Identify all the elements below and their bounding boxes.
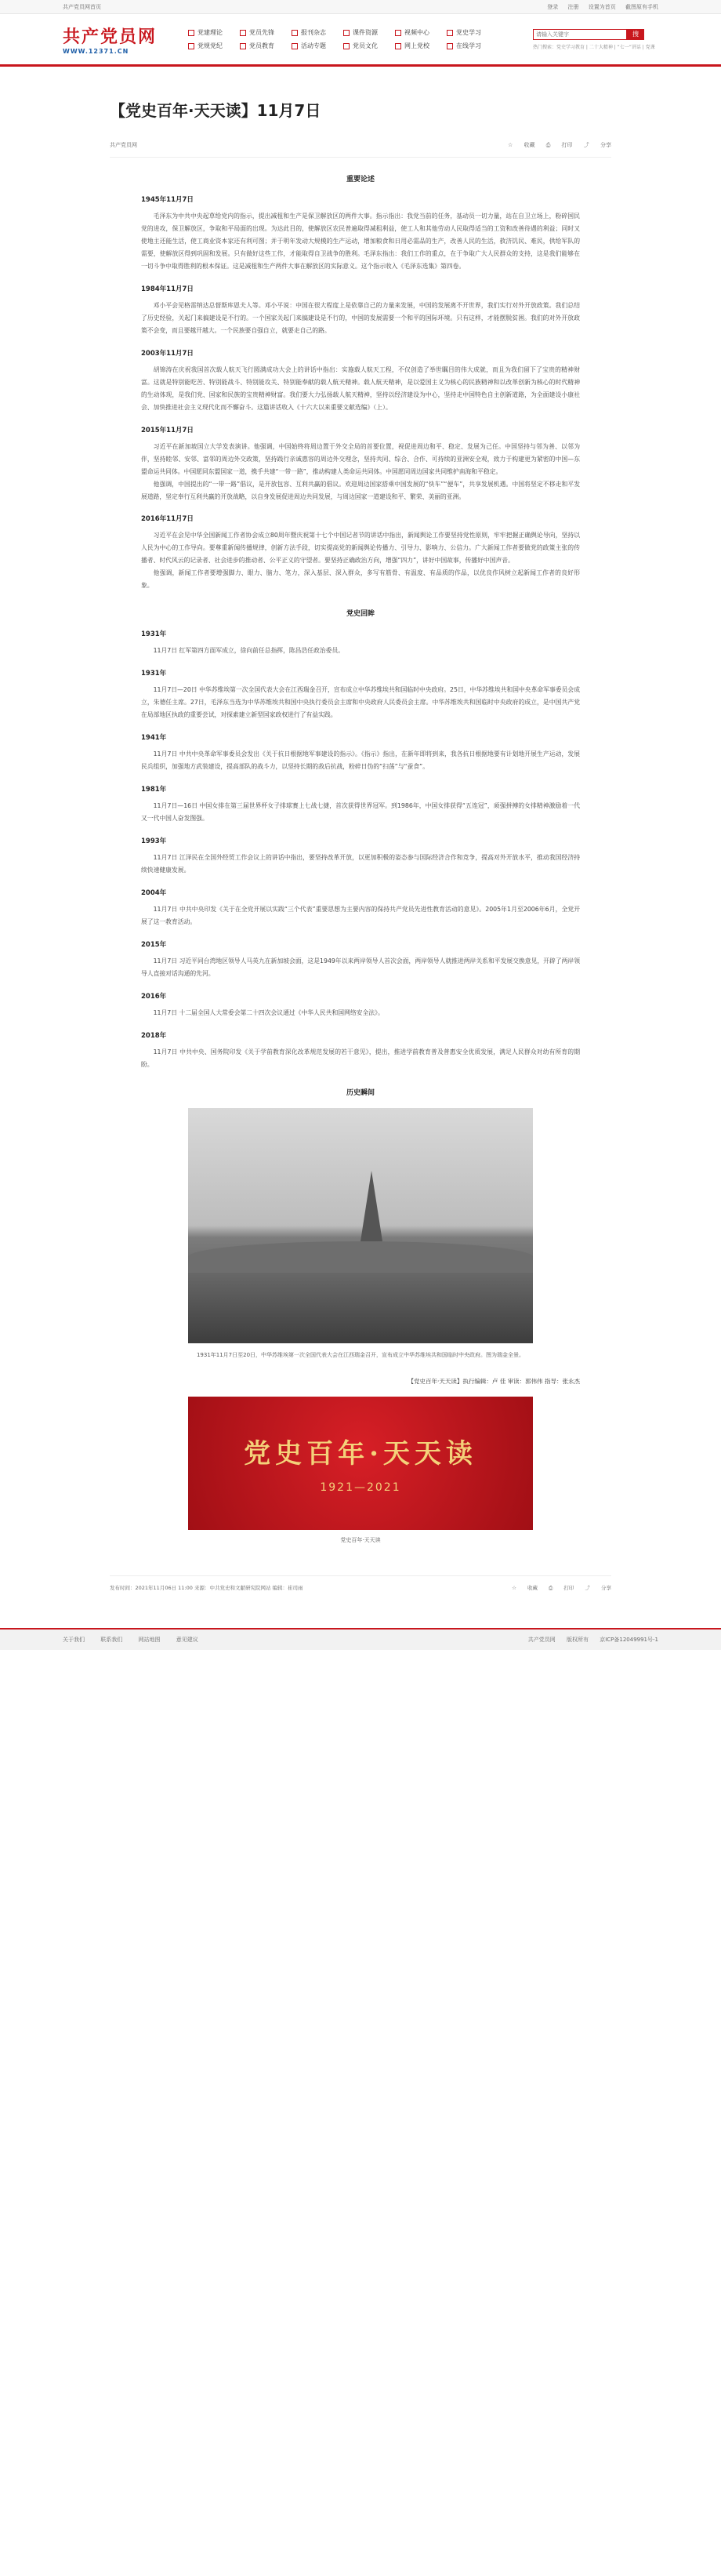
history-photo — [188, 1108, 533, 1343]
nav-item[interactable]: 党建理论 — [188, 28, 240, 37]
top-bar — [0, 0, 721, 14]
article-container — [63, 67, 658, 1592]
entry-date: 2015年11月7日 — [141, 426, 194, 434]
entry-paragraph: 他强调，新闻工作者要增强脚力、眼力、脑力、笔力，深入基层、深入群众，多写有筋骨、有温度、有品质的作品，以优良作风树立起新闻工作者的良好形象。 — [141, 569, 580, 590]
entry-date: 2015年 — [141, 940, 167, 949]
footer-link[interactable]: 意见建议 — [176, 1636, 198, 1643]
nav-item[interactable]: 网上党校 — [395, 42, 447, 50]
site-logo[interactable]: 共产党员网 WWW.12371.CN — [63, 27, 158, 55]
print-button[interactable]: ⎙ 打印 — [545, 142, 573, 148]
photo-caption: 1931年11月7日至20日，中华苏维埃第一次全国代表大会在江西瑞金召开，宣布成立中华苏维埃共和国临时中央政府。图为瑞金全景。 — [196, 1351, 525, 1358]
banner-caption: 党史百年·天天读 — [340, 1536, 381, 1543]
header — [63, 14, 658, 64]
search-area — [533, 29, 658, 50]
set-homepage-link[interactable]: 设置为首页 — [588, 4, 616, 10]
nav-icon — [188, 43, 194, 49]
nav-icon — [292, 43, 298, 49]
nav-icon — [188, 30, 194, 36]
share-button[interactable]: ⤴ 分享 — [583, 142, 611, 148]
entry-date: 1981年 — [141, 786, 167, 794]
entry-paragraph: 11月7日—16日 中国女排在第三届世界杯女子排球赛上七战七捷，首次获得世界冠军。到1986年，中国女排获得“五连冠”，顽强拼搏的女排精神激励着一代又一代中国人奋发图强。 — [141, 802, 580, 823]
nav-item[interactable]: 党员先锋 — [240, 28, 292, 37]
hills-shape — [188, 1241, 533, 1273]
search-input[interactable] — [533, 29, 627, 40]
nav-item[interactable]: 党员文化 — [343, 42, 395, 50]
entry-date: 1931年 — [141, 670, 167, 678]
entry-paragraph: 胡锦涛在庆祝我国首次载人航天飞行圆满成功大会上的讲话中指出：实施载人航天工程，不仅创造了举世瞩目的伟大成就，而且为我们留下了宝贵的精神财富。这就是特别能吃苦、特别能战斗、特别能攻关、特别能奉献的载人航天精神。载人航天精神，是以爱国主义为核心的民族精神和以改革创新为核心的时代精神的生动体现，是我们党、国家和民族的宝贵精神财富。我们要大力弘扬载人航天精神，坚持以经济建设为中心，坚持走中国特色自主创新道路，为全面建设小康社会、加快推进社会主义现代化而不懈奋斗。这篇讲话收入《十六大以来重要文献选编》（上）。 — [141, 365, 580, 411]
entry-date: 2016年 — [141, 992, 167, 1001]
entry-paragraph: 习近平在会见中华全国新闻工作者协会成立80周年暨庆祝第十七个中国记者节的讲话中指出，新闻舆论工作要坚持党性原则，牢牢把握正确舆论导向，坚持以人民为中心的工作导向。要尊重新闻传播规律，创新方法手段，切实提高党的新闻舆论传播力、引导力、影响力、公信力。广大新闻工作者要做党的政策主张的传播者、时代风云的记录者、社会进步的推动者、公平正义的守望者。要坚持正确政治方向，增强“四力”，讲好中国故事，传播好中国声音。 — [141, 532, 580, 565]
main-nav — [188, 28, 498, 50]
entry-paragraph: 11月7日 中共中央、国务院印发《关于学前教育深化改革规范发展的若干意见》，提出，推进学前教育普及普惠安全优质发展，满足人民群众对幼有所育的期盼。 — [141, 1048, 580, 1068]
article-body — [141, 173, 580, 1544]
publish-info: 发布时间：2021年11月06日 11:00 来源：中共党史和文献研究院网站 编辑：崔司雨 — [110, 1584, 303, 1591]
nav-icon — [395, 30, 401, 36]
login-link[interactable]: 登录 — [547, 4, 559, 10]
entry-date: 1945年11月7日 — [141, 196, 194, 204]
search-button[interactable]: 搜 — [627, 29, 644, 40]
entry-date: 2016年11月7日 — [141, 515, 194, 524]
nav-icon — [292, 30, 298, 36]
banner-years: 1921—2021 — [320, 1481, 401, 1495]
footer-copyright: 共产党员网 版权所有 京ICP备12049991号-1 — [527, 1636, 658, 1643]
entry-paragraph: 11月7日—20日 中华苏维埃第一次全国代表大会在江西瑞金召开，宣布成立中华苏维埃共和国临时中央政府。25日，中华苏维埃共和国中央革命军事委员会成立，朱德任主席。27日，毛泽东当选为中华苏维埃共和国中央执行委员会主席和中央政府人民委员会主席。中华苏维埃共和国临时中央政府的成立，是中国共产党在局部地区执政的重要尝试，对探索建立新型国家政权进行了有益实践。 — [141, 686, 580, 719]
entry-paragraph: 毛泽东为中共中央起草给党内的指示，提出减租和生产是保卫解放区的两件大事。指示指出：我党当前的任务，基动员一切力量，站在自卫立场上，粉碎国民党的进攻，保卫解放区，争取和平局面的出现。为达此目的，使解放区农民普遍取得减租利益，使工人和其他劳动人民取得适当的工资和改善待遇的利益；同时又使地主还能生活，使工商业资本家还有利可图；并于明年发动大规模的生产运动，增加粮食和日用必需品的生产，改善人民的生活，救济饥民、难民，供给军队的需要，使解放区得到巩固和发展。只有做好这些工作，才能取得自卫战争的胜利。毛泽东指出：我们工作的重点，在于争取广大人民群众的支持，这是我们能够在一切斗争中取得胜利的根本保证。这是减租和生产两件大事在解放区的实际意义。这个指示收入《毛泽东选集》第四卷。 — [141, 213, 580, 270]
entry-paragraph: 习近平在新加坡国立大学发表演讲。他强调，中国始终将周边置于外交全局的首要位置，视促进周边和平、稳定、发展为己任。中国坚持与邻为善、以邻为伴，坚持睦邻、安邻、富邻的周边外交政策，坚持践行亲诚惠容的周边外交理念，坚持共同、综合、合作、可持续的亚洲安全观，致力于构建更为紧密的中国—东盟命运共同体。中国愿同东盟国家一道，携手共建“一带一路”，推动构建人类命运共同体。中国愿同周边国家共同维护南海和平稳定。 — [141, 442, 580, 475]
entry-date: 2004年 — [141, 889, 167, 897]
entry-date: 2018年 — [141, 1031, 167, 1040]
section-heading: 党史回眸 — [346, 610, 375, 619]
nav-item[interactable]: 课件资源 — [343, 28, 395, 37]
site-footer — [0, 1628, 721, 1650]
entry-date: 1941年 — [141, 734, 167, 743]
article-tools — [498, 141, 611, 149]
article-foot-tools — [502, 1584, 611, 1592]
series-banner — [188, 1397, 533, 1530]
entry-date: 1931年 — [141, 630, 167, 639]
nav-item[interactable]: 在线学习 — [447, 42, 498, 50]
footer-link[interactable]: 网站地图 — [138, 1636, 161, 1643]
entry-paragraph: 11月7日 红军第四方面军成立，徐向前任总指挥，陈昌浩任政治委员。 — [153, 647, 345, 655]
nav-icon — [343, 43, 350, 49]
nav-icon — [240, 43, 246, 49]
footer-link[interactable]: 关于我们 — [63, 1636, 85, 1643]
entry-paragraph: 11月7日 江泽民在全国外经贸工作会议上的讲话中指出，要坚持改革开放，以更加积极的姿态参与国际经济合作和竞争，提高对外开放水平，推动我国经济持续快速健康发展。 — [141, 854, 580, 874]
share-button[interactable]: ⤴ 分享 — [585, 1584, 611, 1591]
banner-title: 党史百年·天天读 — [244, 1438, 477, 1470]
entry-paragraph: 11月7日 习近平同台湾地区领导人马英九在新加坡会面，这是1949年以来两岸领导人首次会面，两岸领导人就推进两岸关系和平发展交换意见，开辟了两岸领导人直接对话沟通的先河。 — [141, 957, 580, 977]
print-button[interactable]: ⎙ 打印 — [549, 1584, 574, 1591]
favorite-button[interactable]: ☆ 收藏 — [507, 142, 535, 148]
entry-paragraph: 11月7日 十二届全国人大常委会第二十四次会议通过《中华人民共和国网络安全法》。 — [153, 1008, 384, 1016]
mobile-link[interactable]: 截图原有手机 — [625, 4, 658, 10]
nav-item[interactable]: 视频中心 — [395, 28, 447, 37]
article-footer — [110, 1575, 611, 1592]
nav-icon — [447, 43, 453, 49]
article-source: 共产党员网 — [110, 142, 137, 148]
entry-date: 1993年 — [141, 837, 167, 846]
entry-date: 1984年11月7日 — [141, 285, 194, 293]
editors-line: 【党史百年·天天读】执行编辑：卢 佳 审读：郭伟伟 指导：张永杰 — [408, 1377, 580, 1385]
pagoda-shape — [360, 1171, 382, 1241]
nav-icon — [343, 30, 350, 36]
nav-item[interactable]: 党员教育 — [240, 42, 292, 50]
entry-paragraph: 11月7日 中共中央革命军事委员会发出《关于抗日根据地军事建设的指示》。《指示》指出，在新年即将到来，我各抗日根据地要有计划地开展生产运动，发展民兵组织，加强地方武装建设，提高部队的战斗力，以坚持长期的敌后抗战，粉碎日伪的“扫荡”与“蚕食”。 — [141, 750, 580, 771]
entry-paragraph: 他强调，中国提出的“一带一路”倡议，是开放包容、互利共赢的倡议。欢迎周边国家搭乘中国发展的“快车”“便车”，共享发展机遇。中国将坚定不移走和平发展道路，坚定奉行互利共赢的开放战略，以自身发展促进周边共同发展，与周边国家一道建设和平、繁荣、美丽的亚洲。 — [141, 480, 580, 500]
footer-link[interactable]: 联系我们 — [100, 1636, 123, 1643]
favorite-button[interactable]: ☆ 收藏 — [512, 1584, 538, 1591]
home-link[interactable]: 共产党员网首页 — [63, 4, 101, 10]
top-links — [539, 3, 658, 11]
nav-item[interactable]: 报刊杂志 — [292, 28, 343, 37]
nav-icon — [447, 30, 453, 36]
photo-heading: 历史瞬间 — [346, 1088, 375, 1097]
nav-icon — [395, 43, 401, 49]
register-link[interactable]: 注册 — [567, 4, 579, 10]
nav-item[interactable]: 党规党纪 — [188, 42, 240, 50]
hot-search: 热门搜索：党史学习教育 | 二十大精神 | “七一”讲话 | 党课 — [533, 44, 655, 50]
entry-paragraph: 邓小平会见格雷纳达总督斯库恩夫人等。邓小平说：中国在很大程度上是依靠自己的力量来发展，中国的发展离不开世界，我们实行对外开放政策。我们总结了历史经验，关起门来搞建设是不行的。一个国家关起门来搞建设是不行的，中国的发展需要一个和平的国际环境。只有这样，才能摆脱贫困。我们的对外开放政策不会变，而且要越开越大。一个民族要自强自立，就要走自己的路。 — [141, 301, 580, 334]
section-heading: 重要论述 — [346, 176, 375, 183]
article-title: 【党史百年·天天读】11月7日 — [110, 101, 321, 120]
article-meta — [110, 141, 611, 158]
entry-date: 2003年11月7日 — [141, 349, 194, 358]
nav-item[interactable]: 党史学习 — [447, 28, 498, 37]
footer-links — [63, 1636, 212, 1644]
nav-item[interactable]: 活动专题 — [292, 42, 343, 50]
article-sections — [141, 173, 580, 1071]
entry-paragraph: 11月7日 中共中央印发《关于在全党开展以实践“三个代表”重要思想为主要内容的保持共产党员先进性教育活动的意见》。2005年1月至2006年6月，全党开展了这一教育活动。 — [141, 906, 580, 925]
nav-icon — [240, 30, 246, 36]
